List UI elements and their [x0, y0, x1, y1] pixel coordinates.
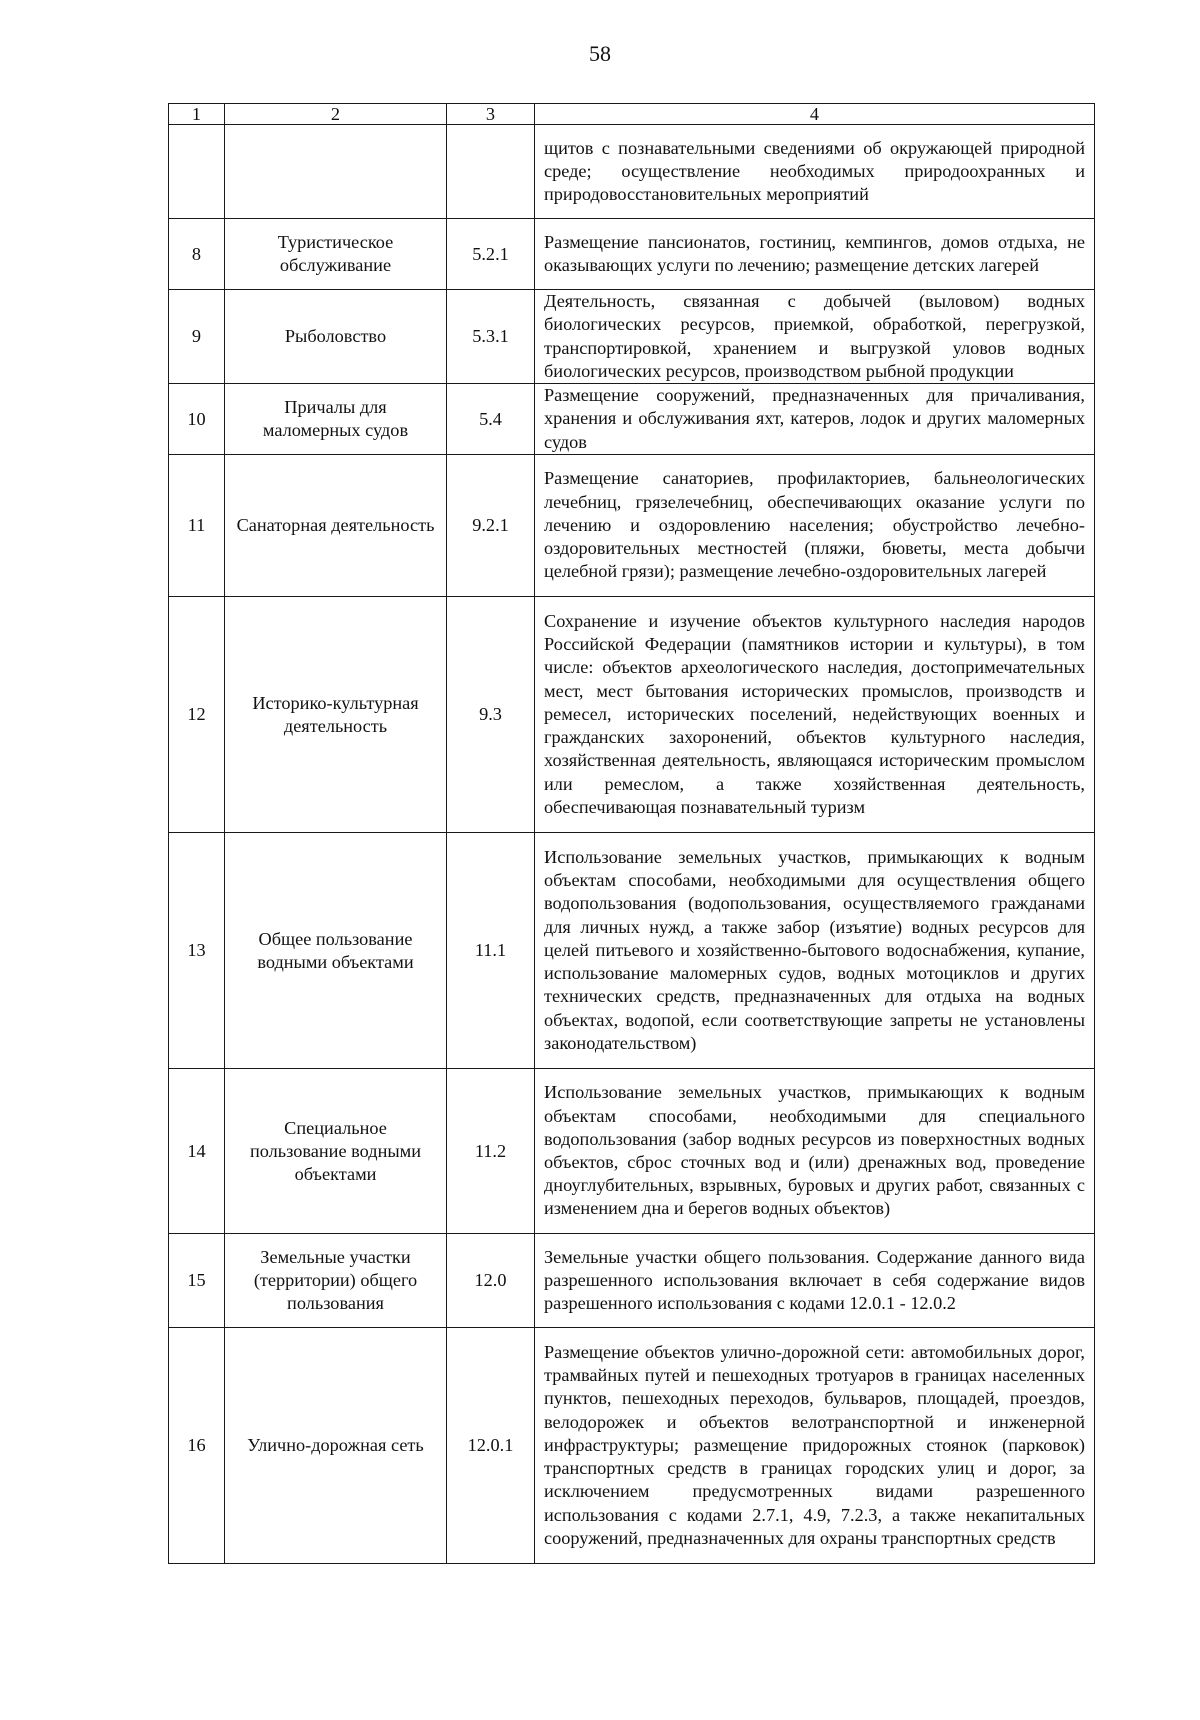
use-type-code: 5.2.1	[447, 219, 535, 290]
row-number: 16	[169, 1328, 225, 1564]
column-header-3: 3	[447, 104, 535, 125]
use-type-name: Специальное пользование водными объектами	[225, 1069, 447, 1234]
row-number: 10	[169, 384, 225, 455]
row-number: 8	[169, 219, 225, 290]
use-type-name: Историко-культурная деятельность	[225, 597, 447, 833]
row-number: 14	[169, 1069, 225, 1234]
page-number: 58	[589, 41, 611, 66]
use-type-code: 9.2.1	[447, 455, 535, 597]
table-row	[169, 455, 1095, 597]
use-type-code: 11.1	[447, 833, 535, 1069]
table-row	[169, 384, 1095, 455]
use-type-code: 5.3.1	[447, 290, 535, 384]
table-row	[169, 833, 1095, 1069]
column-header-2: 2	[225, 104, 447, 125]
use-type-code: 9.3	[447, 597, 535, 833]
use-type-name	[225, 125, 447, 219]
table-row	[169, 125, 1095, 219]
use-type-name: Санаторная деятельность	[225, 455, 447, 597]
table-row	[169, 1069, 1095, 1234]
row-number: 9	[169, 290, 225, 384]
use-type-description: Земельные участки общего пользования. Содержание данного вида разрешенного использования включает в себя содержание видов разрешенного использования с кодами 12.0.1 - 12.0.2	[535, 1234, 1095, 1328]
table-row	[169, 1234, 1095, 1328]
table-row	[169, 219, 1095, 290]
use-type-code: 12.0	[447, 1234, 535, 1328]
use-type-code: 11.2	[447, 1069, 535, 1234]
column-header-row	[169, 104, 1095, 125]
use-type-code	[447, 125, 535, 219]
land-use-table	[168, 103, 1095, 1564]
use-type-code: 12.0.1	[447, 1328, 535, 1564]
use-type-description: Сохранение и изучение объектов культурного наследия народов Российской Федерации (памятников истории и культуры), в том числе: объектов археологического наследия, достопримечательных мест, мест бытования исторических промыслов, производств и ремесел, исторических поселений, недействующих военных и гражданских захоронений, объектов культурного наследия, хозяйственная деятельность, являющаяся историческим промыслом или ремеслом, а также хозяйственная деятельность, обеспечивающая познавательный туризм	[535, 597, 1095, 833]
use-type-description: щитов с познавательными сведениями об окружающей природной среде; осуществление необходимых природоохранных и природовосстановительных мероприятий	[535, 125, 1095, 219]
use-type-description: Размещение санаториев, профилакториев, бальнеологических лечебниц, грязелечебниц, обеспечивающих оказание услуги по лечению и оздоровлению населения; обустройство лечебно-оздоровительных местностей (пляжи, бюветы, места добычи целебной грязи); размещение лечебно-оздоровительных лагерей	[535, 455, 1095, 597]
table-row	[169, 597, 1095, 833]
use-type-code: 5.4	[447, 384, 535, 455]
use-type-description: Использование земельных участков, примыкающих к водным объектам способами, необходимыми для специального водопользования (забор водных ресурсов из поверхностных водных объектов, сброс сточных вод и (или) дренажных вод, проведение дноуглубительных, взрывных, буровых и других работ, связанных с изменением дна и берегов водных объектов)	[535, 1069, 1095, 1234]
row-number	[169, 125, 225, 219]
use-type-description: Размещение пансионатов, гостиниц, кемпингов, домов отдыха, не оказывающих услуги по лечению; размещение детских лагерей	[535, 219, 1095, 290]
use-type-description: Размещение объектов улично-дорожной сети: автомобильных дорог, трамвайных путей и пешеходных тротуаров в границах населенных пунктов, пешеходных переходов, бульваров, площадей, проездов, велодорожек и объектов велотранспортной и инженерной инфраструктуры; размещение придорожных стоянок (парковок) транспортных средств в границах городских улиц и дорог, за исключением предусмотренных видами разрешенного использования с кодами 2.7.1, 4.9, 7.2.3, а также некапитальных сооружений, предназначенных для охраны транспортных средств	[535, 1328, 1095, 1564]
use-type-name: Причалы для маломерных судов	[225, 384, 447, 455]
row-number: 11	[169, 455, 225, 597]
use-type-description: Деятельность, связанная с добычей (выловом) водных биологических ресурсов, приемкой, обработкой, перегрузкой, транспортировкой, хранением и выгрузкой уловов водных биологических ресурсов, производством рыбной продукции	[535, 290, 1095, 384]
use-type-name: Земельные участки (территории) общего пользования	[225, 1234, 447, 1328]
table-body	[169, 104, 1095, 1564]
use-type-name: Улично-дорожная сеть	[225, 1328, 447, 1564]
use-type-name: Рыболовство	[225, 290, 447, 384]
column-header-4: 4	[535, 104, 1095, 125]
use-type-name: Туристическое обслуживание	[225, 219, 447, 290]
column-header-1: 1	[169, 104, 225, 125]
table-row	[169, 290, 1095, 384]
row-number: 12	[169, 597, 225, 833]
table-row	[169, 1328, 1095, 1564]
row-number: 15	[169, 1234, 225, 1328]
use-type-name: Общее пользование водными объектами	[225, 833, 447, 1069]
row-number: 13	[169, 833, 225, 1069]
use-type-description: Размещение сооружений, предназначенных для причаливания, хранения и обслуживания яхт, катеров, лодок и других маломерных судов	[535, 384, 1095, 455]
use-type-description: Использование земельных участков, примыкающих к водным объектам способами, необходимыми для осуществления общего водопользования (водопользования, осуществляемого гражданами для личных нужд, а также забор (изъятие) водных ресурсов для целей питьевого и хозяйственно-бытового водоснабжения, купание, использование маломерных судов, водных мотоциклов и других технических средств, предназначенных для отдыха на водных объектах, водопой, если соответствующие запреты не установлены законодательством)	[535, 833, 1095, 1069]
